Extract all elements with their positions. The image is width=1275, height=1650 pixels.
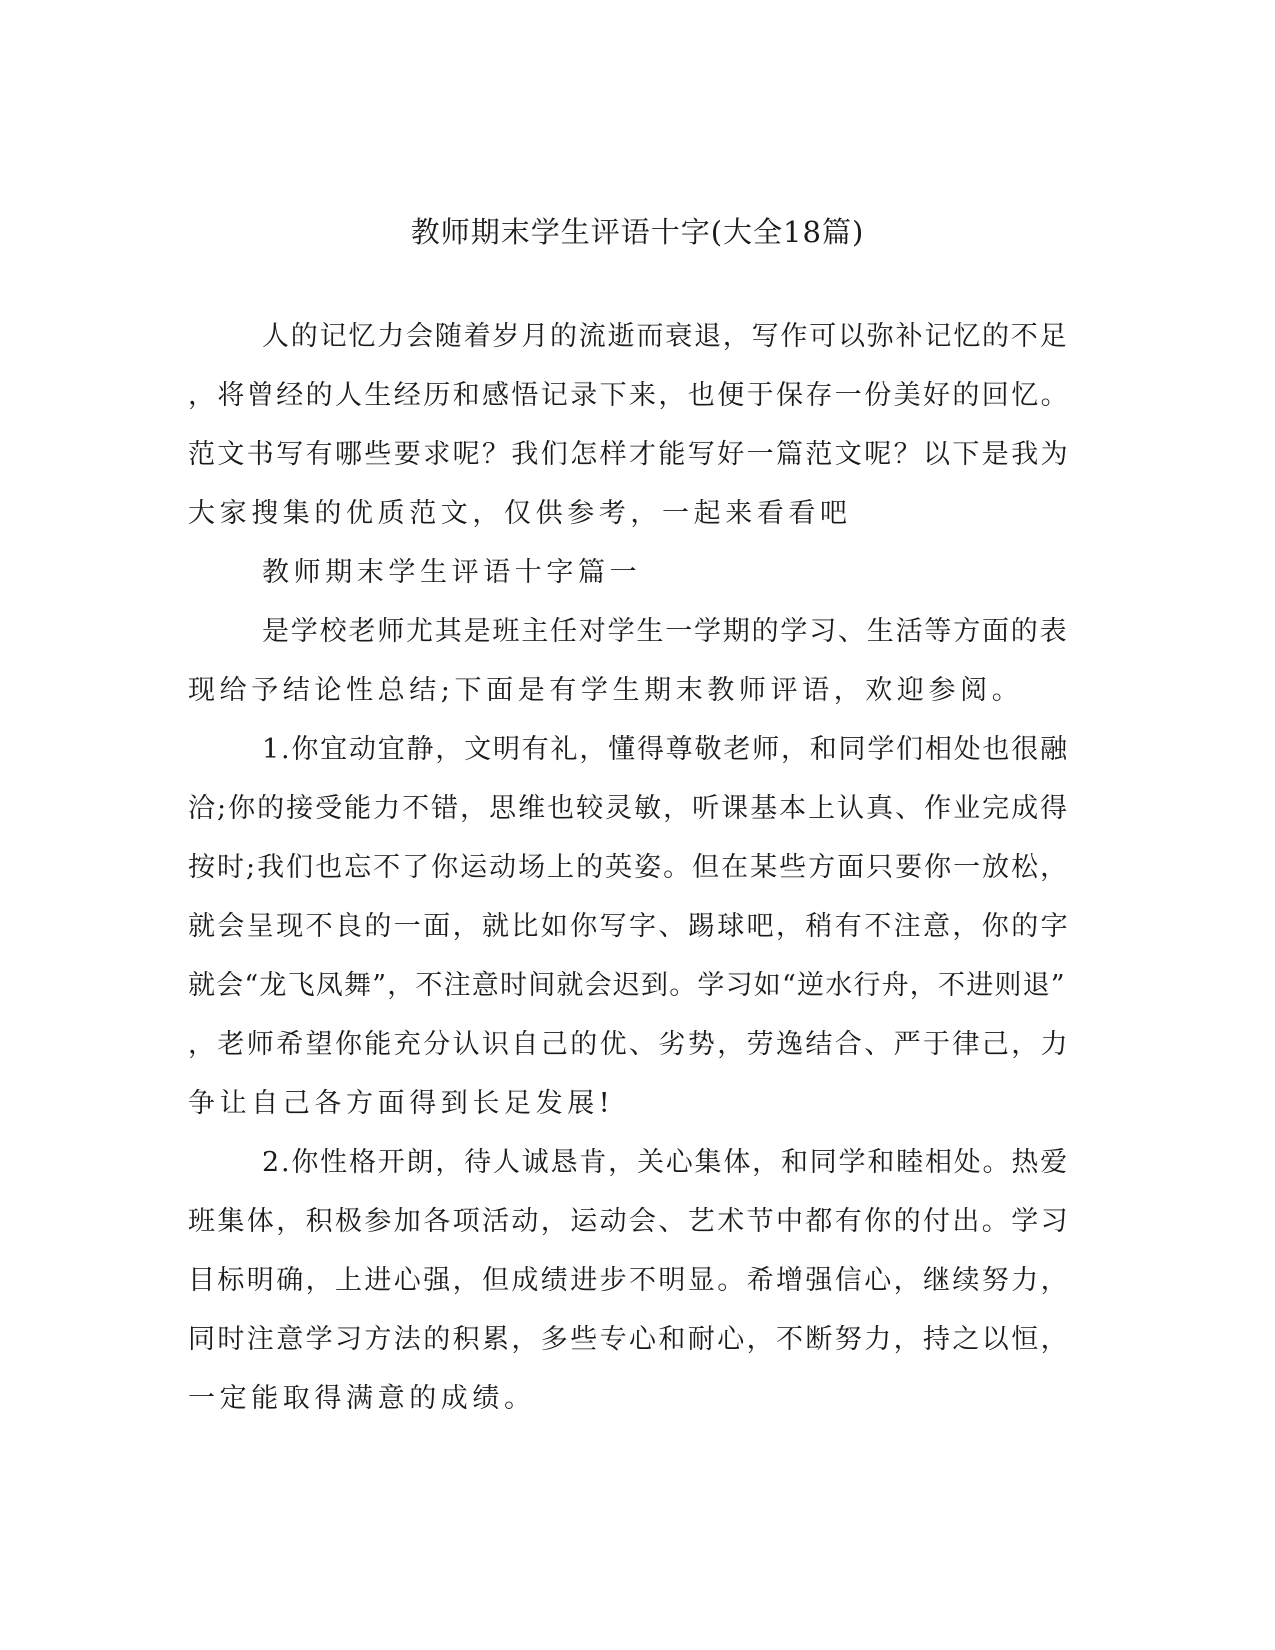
paragraph-line: 现给予结论性总结;下面是有学生期末教师评语，欢迎参阅。 [188, 675, 1024, 706]
paragraph-line: 人的记忆力会随着岁月的流逝而衰退，写作可以弥补记忆的不足 [262, 321, 1069, 352]
paragraph-line: ，老师希望你能充分认识自己的优、劣势，劳逸结合、严于律己，力 [188, 1029, 1070, 1060]
paragraph-line: 争让自己各方面得到长足发展! [188, 1088, 615, 1119]
paragraph-line: 就会“龙飞凤舞”，不注意时间就会迟到。学习如“逆水行舟，不进则退” [188, 970, 1066, 1001]
paragraph-line: 洽;你的接受能力不错，思维也较灵敏，听课基本上认真、作业完成得 [188, 793, 1070, 824]
paragraph-line: 2.你性格开朗，待人诚恳肯，关心集体，和同学和睦相处。热爱 [262, 1147, 1069, 1178]
paragraph-line: 是学校老师尤其是班主任对学生一学期的学习、生活等方面的表 [262, 616, 1069, 647]
paragraph-line: ，将曾经的人生经历和感悟记录下来，也便于保存一份美好的回忆。 [188, 380, 1070, 411]
section-heading: 教师期末学生评语十字篇一 [262, 557, 642, 588]
paragraph-line: 按时;我们也忘不了你运动场上的英姿。但在某些方面只要你一放松， [188, 852, 1070, 883]
paragraph-line: 1.你宜动宜静，文明有礼，懂得尊敬老师，和同学们相处也很融 [262, 734, 1069, 765]
document-title: 教师期末学生评语十字(大全18篇) [410, 215, 865, 249]
paragraph-line: 一定能取得满意的成绩。 [188, 1383, 536, 1414]
paragraph-line: 目标明确，上进心强，但成绩进步不明显。希增强信心，继续努力， [188, 1265, 1070, 1296]
paragraph-line: 班集体，积极参加各项活动，运动会、艺术节中都有你的付出。学习 [188, 1206, 1070, 1237]
paragraph-line: 范文书写有哪些要求呢？我们怎样才能写好一篇范文呢？以下是我为 [188, 439, 1070, 470]
paragraph-line: 同时注意学习方法的积累，多些专心和耐心，不断努力，持之以恒， [188, 1324, 1070, 1355]
paragraph-line: 就会呈现不良的一面，就比如你写字、踢球吧，稍有不注意，你的字 [188, 911, 1070, 942]
paragraph-line: 大家搜集的优质范文，仅供参考，一起来看看吧 [188, 498, 852, 529]
